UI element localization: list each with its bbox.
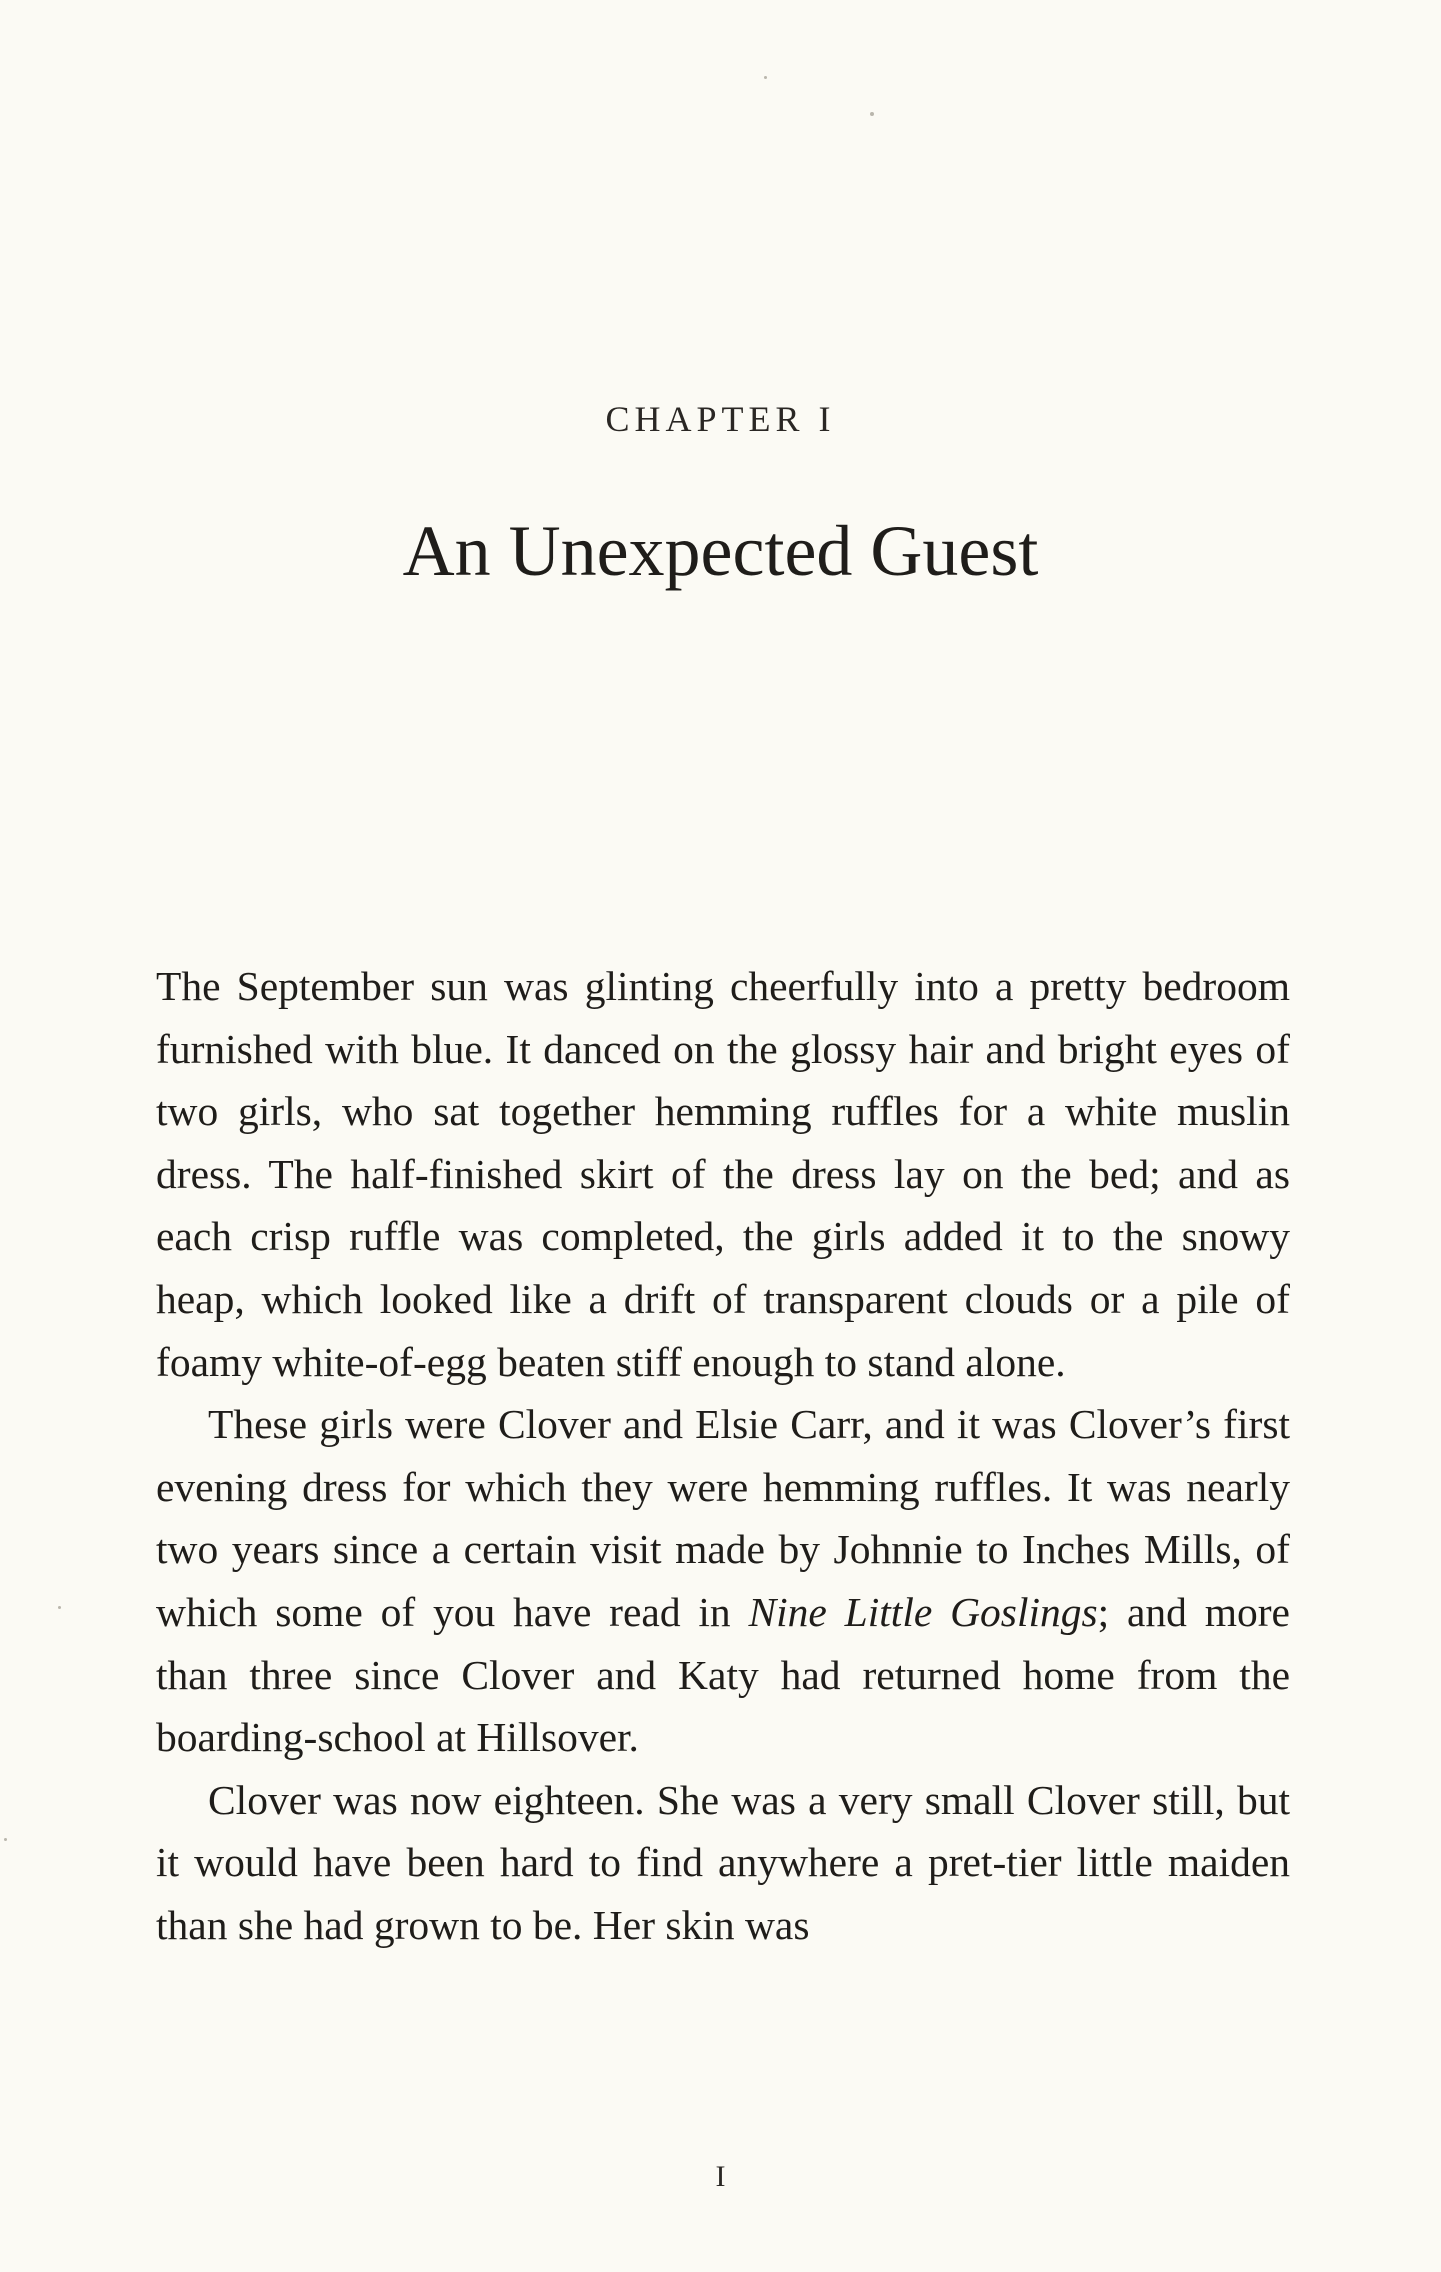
paragraph-text: The September sun was glinting cheerfully into a pretty bedroom furnished with blue. It danced on the glossy hair and bright eyes of two girls, who sat together hemming ruffles for a white muslin dress. The half-finished skirt of the dress lay on the bed; and as each crisp ruffle was completed, the girls added it to the snowy heap, which looked like a drift of transparent clouds or a pile of foamy white-of-egg beaten stiff enough to stand alone. bbox=[156, 963, 1290, 1385]
paragraph bbox=[156, 1393, 1290, 1769]
paragraph bbox=[156, 955, 1290, 1393]
paragraph-text: These girls were Clover and Elsie Carr, and it was Clover’s first evening dress for which they were hemming ruffles. It was nearly two years since a certain visit made by Johnnie to Inches Mills, of which some of you have read in bbox=[156, 1401, 1290, 1635]
book-title-reference: Nine Little Goslings bbox=[748, 1588, 1098, 1635]
paper-speck bbox=[870, 112, 874, 116]
paper-speck bbox=[58, 1606, 61, 1609]
chapter-title: An Unexpected Guest bbox=[402, 511, 1039, 591]
paragraph-text: Clover was now eighteen. She was a very small Clover still, but it would have been hard to find anywhere a pret-tier little maiden than she had grown to be. Her skin was bbox=[156, 1776, 1290, 1948]
paper-speck bbox=[4, 1838, 7, 1841]
body-text bbox=[156, 955, 1290, 1957]
chapter-label: CHAPTER I bbox=[605, 399, 836, 439]
page-number: I bbox=[715, 2160, 726, 2193]
paragraph-text: ; and more than three since Clover and Katy had returned home from the boarding-school at Hillsover. bbox=[156, 1588, 1290, 1761]
paper-speck bbox=[764, 76, 767, 79]
paragraph bbox=[156, 1769, 1290, 1957]
